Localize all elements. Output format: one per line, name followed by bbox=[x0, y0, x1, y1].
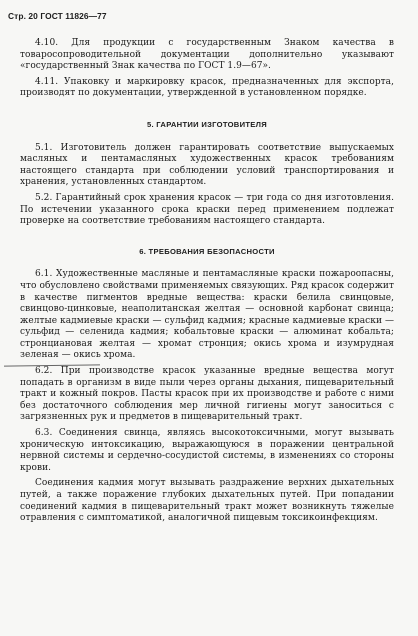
paragraph-6-1: 6.1. Художественные масляные и пентамасляные краски пожароопасны, что обусловлено свойствами применяемых связующих. Ряд красок содержит в качестве пигментов вредные вещества: краски белила свинцовые, свинцово-цинковые, неаполитанская желтая — основной карбонат свинца; желтые кадмиевые краски — сульфид кадмия; красные кадмиевые краски — сульфид — селенида кадмия; кобальтовые краски — алюминат кобальта; стронциановая желтая — хромат стронция; окись хрома и изумрудная зеленая — окись хрома. bbox=[20, 269, 394, 361]
document-body bbox=[20, 38, 394, 529]
section-6-heading: 6. ТРЕБОВАНИЯ БЕЗОПАСНОСТИ bbox=[139, 246, 275, 256]
paragraph-6-3-continued: Соединения кадмия могут вызывать раздражение верхних дыхательных путей, а также поражение глубоких дыхательных путей. При попадании соединений кадмия в пищеварительный тракт может возникнуть тяжелые отравления с симптоматикой, аналогичной пищевым токсикоинфекциям. bbox=[20, 478, 394, 524]
page-header: Стр. 20 ГОСТ 11826—77 bbox=[8, 11, 107, 21]
paragraph-4-11: 4.11. Упаковку и маркировку красок, предназначенных для экспорта, производят по документации, утвержденной в установленном порядке. bbox=[20, 76, 394, 99]
section-5-heading: 5. ГАРАНТИИ ИЗГОТОВИТЕЛЯ bbox=[146, 119, 268, 129]
paragraph-6-3: 6.3. Соединения свинца, являясь высокотоксичными, могут вызывать хроническую интоксикацию, выражающуюся в поражении центральной нервной системы и сердечно-сосудистой системы, в изменениях со стороны крови. bbox=[20, 428, 394, 473]
paragraph-5-1: 5.1. Изготовитель должен гарантировать соответствие выпускаемых масляных и пентамасляных художественных красок требованиям настоящего стандарта при соблюдении условий транспортирования и хранения, установленных стандартом. bbox=[20, 142, 394, 188]
paragraph-6-2: 6.2. При производстве красок указанные вредные вещества могут попадать в организм в виде пыли через органы дыхания, пищеварительный тракт и кожный покров. Пасты красок при их производстве и работе с ними без достаточного соблюдения мер личной гигиены могут заноситься с загрязненных рук и предметов в пищеварительный тракт. bbox=[20, 366, 394, 423]
paragraph-4-10: 4.10. Для продукции с государственным Знаком качества в товаросопроводительной документации дополнительно указывают «государственный Знак качества по ГОСТ 1.9—67». bbox=[20, 38, 394, 72]
paragraph-5-2: 5.2. Гарантийный срок хранения красок — три года со дня изготовления. По истечении указанного срока краски перед применением подлежат проверке на соответствие требованиям настоящего стандарта. bbox=[20, 192, 394, 227]
